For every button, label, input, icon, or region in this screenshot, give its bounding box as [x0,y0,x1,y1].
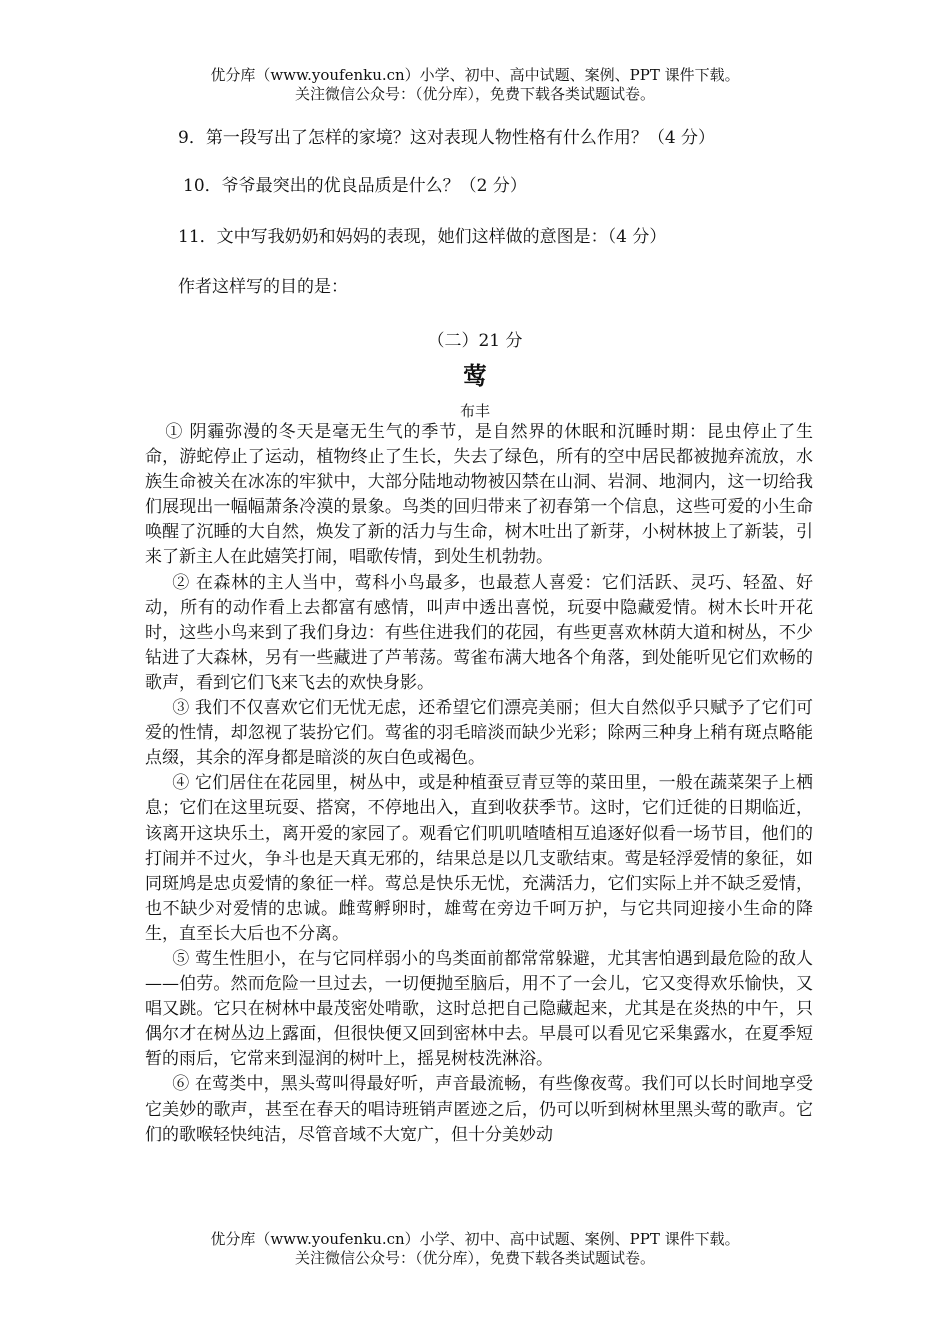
section-label: （二）21 分 [427,331,523,351]
paragraph-6: ⑥ 在莺类中，黑头莺叫得最好听，声音最流畅，有些像夜莺。我们可以长时间地享受它美妙的歌声，甚至在春天的唱诗班销声匿迹之后，仍可以听到树林里黑头莺的歌声。它们的歌喉轻快纯洁，尽管音域不大宽广，但十分美妙动 [145,1074,813,1145]
article-title: 莺 [463,362,487,390]
header-line-1: 优分库（www.youfenku.cn）小学、初中、高中试题、案例、PPT 课件下载。 [210,66,740,84]
article-author: 布丰 [459,402,490,420]
paragraph-3: ③ 我们不仅喜欢它们无忧无虑，还希望它们漂亮美丽；但大自然似乎只赋予了它们可爱的性情，却忽视了装扮它们。莺雀的羽毛暗淡而缺少光彩；除两三种身上稍有斑点略能点缀，其余的浑身都是暗淡的灰白色或褐色。 [145,698,813,769]
footer-line-1: 优分库（www.youfenku.cn）小学、初中、高中试题、案例、PPT 课件下载。 [210,1230,740,1248]
paragraph-5: ⑤ 莺生性胆小，在与它同样弱小的鸟类面前都常常躲避，尤其害怕遇到最危险的敌人——伯劳。然而危险一旦过去，一切便抛至脑后，用不了一会儿，它又变得欢乐愉快，又唱又跳。它只在树林中最茂密处啃歌，这时总把自己隐藏起来，尤其是在炎热的中午，只偶尔才在树丛边上露面，但很快便又回到密林中去。早晨可以看见它采集露水，在夏季短暂的雨后，它常来到湿润的树叶上，摇晃树枝洗淋浴。 [145,948,813,1070]
question-10: 10．爷爷最突出的优良品质是什么？（2 分） [183,176,527,196]
page-header [0,66,950,104]
question-11-followup: 作者这样写的目的是： [178,277,348,297]
paragraph-1: ① 阴霾弥漫的冬天是毫无生气的季节，是自然界的休眠和沉睡时期：昆虫停止了生命，游蛇停止了运动，植物终止了生长，失去了绿色，所有的空中居民都被抛弃流放，水族生命被关在冰冻的牢狱中，大部分陆地动物被囚禁在山洞、岩洞、地洞内，这一切给我们展现出一幅幅萧条冷漠的景象。鸟类的回归带来了初春第一个信息，这些可爱的小生命唤醒了沉睡的大自然，焕发了新的活力与生命，树木吐出了新芽，小树林披上了新装，引来了新主人在此嬉笑打闹，唱歌传情，到处生机勃勃。 [145,422,813,568]
header-line-2: 关注微信公众号：（优分库），免费下载各类试题试卷。 [294,85,655,103]
question-9: 9．第一段写出了怎样的家境？这对表现人物性格有什么作用？（4 分） [178,128,716,148]
page-footer [0,1230,950,1268]
article-body [145,420,813,1148]
paragraph-4: ④ 它们居住在花园里，树丛中，或是种植蚕豆青豆等的菜田里，一般在蔬菜架子上栖息；它们在这里玩耍、搭窝，不停地出入，直到收获季节。这时，它们迁徙的日期临近，该离开这块乐土，离开爱的家园了。观看它们叽叽喳喳相互追逐好似看一场节目，他们的打闹并不过火，争斗也是天真无邪的，结果总是以几支歌结束。莺是轻浮爱情的象征，如同斑鸠是忠贞爱情的象征一样。莺总是快乐无忧，充满活力，它们实际上并不缺乏爱情，也不缺少对爱情的忠诚。雌莺孵卵时，雄莺在旁边千呵万护，与它共同迎接小生命的降生，直至长大后也不分离。 [145,773,813,944]
footer-line-2: 关注微信公众号：（优分库），免费下载各类试题试卷。 [294,1249,655,1267]
paragraph-2: ② 在森林的主人当中，莺科小鸟最多，也最惹人喜爱：它们活跃、灵巧、轻盈、好动，所有的动作看上去都富有感情，叫声中透出喜悦，玩耍中隐藏爱情。树木长叶开花时，这些小鸟来到了我们身边：有些住进我们的花园，有些更喜欢林荫大道和树丛，不少钻进了大森林，另有一些藏进了芦苇荡。莺雀布满大地各个角落，到处能听见它们欢畅的歌声，看到它们飞来飞去的欢快身影。 [145,572,813,693]
question-11: 11．文中写我奶奶和妈妈的表现，她们这样做的意图是：（4 分） [178,227,667,247]
